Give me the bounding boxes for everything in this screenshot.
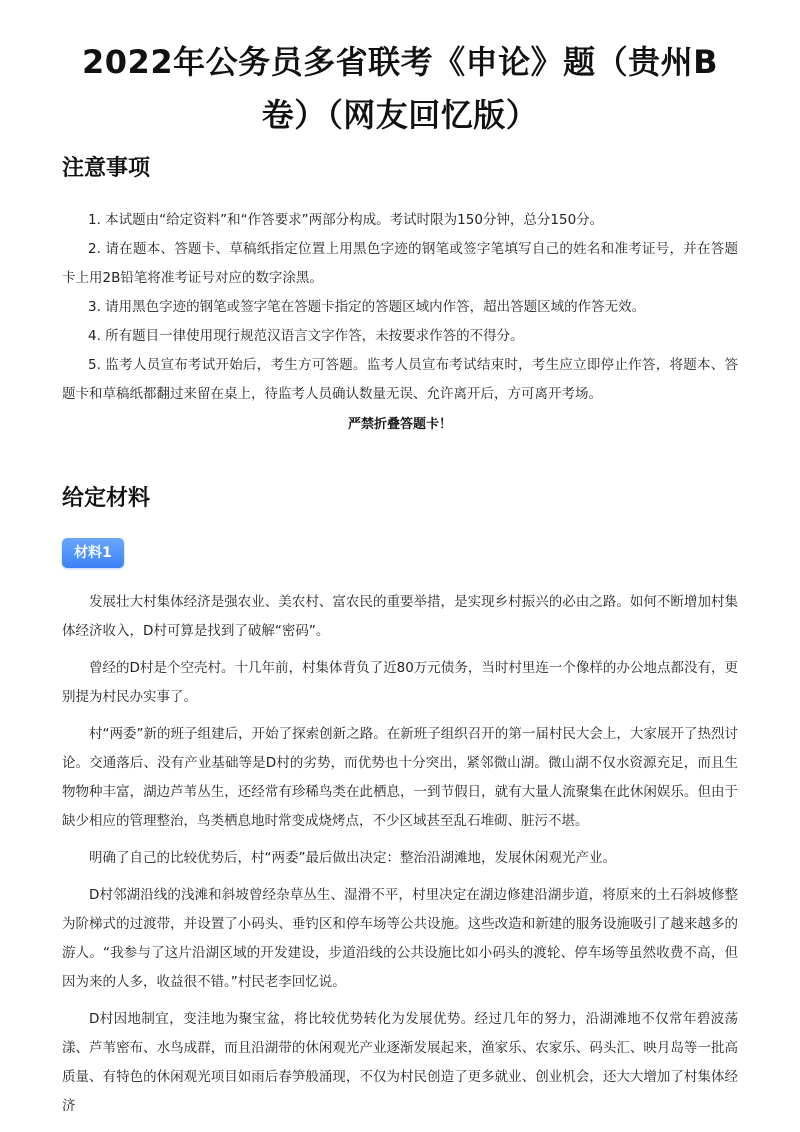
material-paragraph: 发展壮大村集体经济是强农业、美农村、富农民的重要举措，是实现乡村振兴的必由之路。如何不断增加村集体经济收入，D村可算是找到了破解“密码”。 [62, 594, 738, 639]
notice-item-5: 5. 监考人员宣布考试开始后，考生方可答题。监考人员宣布考试结束时，考生应立即停止作答，将题本、答题卡和草稿纸都翻过来留在桌上，待监考人员确认数量无误、允许离开后，方可离开考场。 [62, 357, 738, 402]
material-paragraph: 明确了自己的比较优势后，村“两委”最后做出决定：整治沿湖滩地，发展休闲观光产业。 [89, 850, 616, 866]
material-1-tag: 材料1 [62, 538, 124, 568]
notice-item-4: 4. 所有题目一律使用现行规范汉语言文字作答，未按要求作答的不得分。 [88, 328, 524, 344]
material-paragraph: D村邻湖沿线的浅滩和斜坡曾经杂草丛生、湿滑不平，村里决定在湖边修建沿湖步道，将原来的土石斜坡修整为阶梯式的过渡带，并设置了小码头、垂钓区和停车场等公共设施。这些改造和新建的服务设施吸引了越来越多的游人。“我参与了这片沿湖区域的开发建设，步道沿线的公共设施比如小码头的渡轮、停车场等虽然收费不高，但因为来的人多，收益很不错。”村民老李回忆说。 [62, 887, 738, 990]
material-paragraph: D村因地制宜，变洼地为聚宝盆，将比较优势转化为发展优势。经过几年的努力，沿湖滩地不仅常年碧波荡漾、芦苇密布、水鸟成群，而且沿湖带的休闲观光产业逐渐发展起来，渔家乐、农家乐、码头汇、映月岛等一批高质量、有特色的休闲观光项目如雨后春笋般涌现，不仅为村民创造了更多就业、创业机会，还大大增加了村集体经济 [62, 1011, 738, 1114]
document-title: 2022年公务员多省联考《申论》题（贵州B卷）（网友回忆版） [82, 43, 718, 134]
notice-list [62, 206, 738, 409]
material-1-body [62, 588, 738, 1121]
notice-heading: 注意事项 [62, 156, 151, 181]
warning-text: 严禁折叠答题卡！ [347, 417, 452, 432]
material-paragraph: 村“两委”新的班子组建后，开始了探索创新之路。在新班子组织召开的第一届村民大会上，大家展开了热烈讨论。交通落后、没有产业基础等是D村的劣势，而优势也十分突出，紧邻微山湖。微山湖不仅水资源充足，而且生物物种丰富，湖边芦苇丛生，还经常有珍稀鸟类在此栖息，一到节假日，就有大量人流聚集在此休闲娱乐。但由于缺少相应的管理整治，鸟类栖息地时常变成烧烤点，不少区域甚至乱石堆砌、脏污不堪。 [62, 726, 738, 829]
notice-item-1: 1. 本试题由“给定资料”和“作答要求”两部分构成。考试时限为150分钟，总分150分。 [88, 212, 604, 228]
notice-item-2: 2. 请在题本、答题卡、草稿纸指定位置上用黑色字迹的钢笔或签字笔填写自己的姓名和准考证号，并在答题卡上用2B铅笔将准考证号对应的数字涂黑。 [62, 241, 738, 286]
notice-item-3: 3. 请用黑色字迹的钢笔或签字笔在答题卡指定的答题区域内作答，超出答题区域的作答无效。 [88, 299, 646, 315]
materials-heading: 给定材料 [62, 486, 151, 511]
material-paragraph: 曾经的D村是个空壳村。十几年前，村集体背负了近80万元债务，当时村里连一个像样的办公地点都没有，更别提为村民办实事了。 [62, 660, 738, 705]
